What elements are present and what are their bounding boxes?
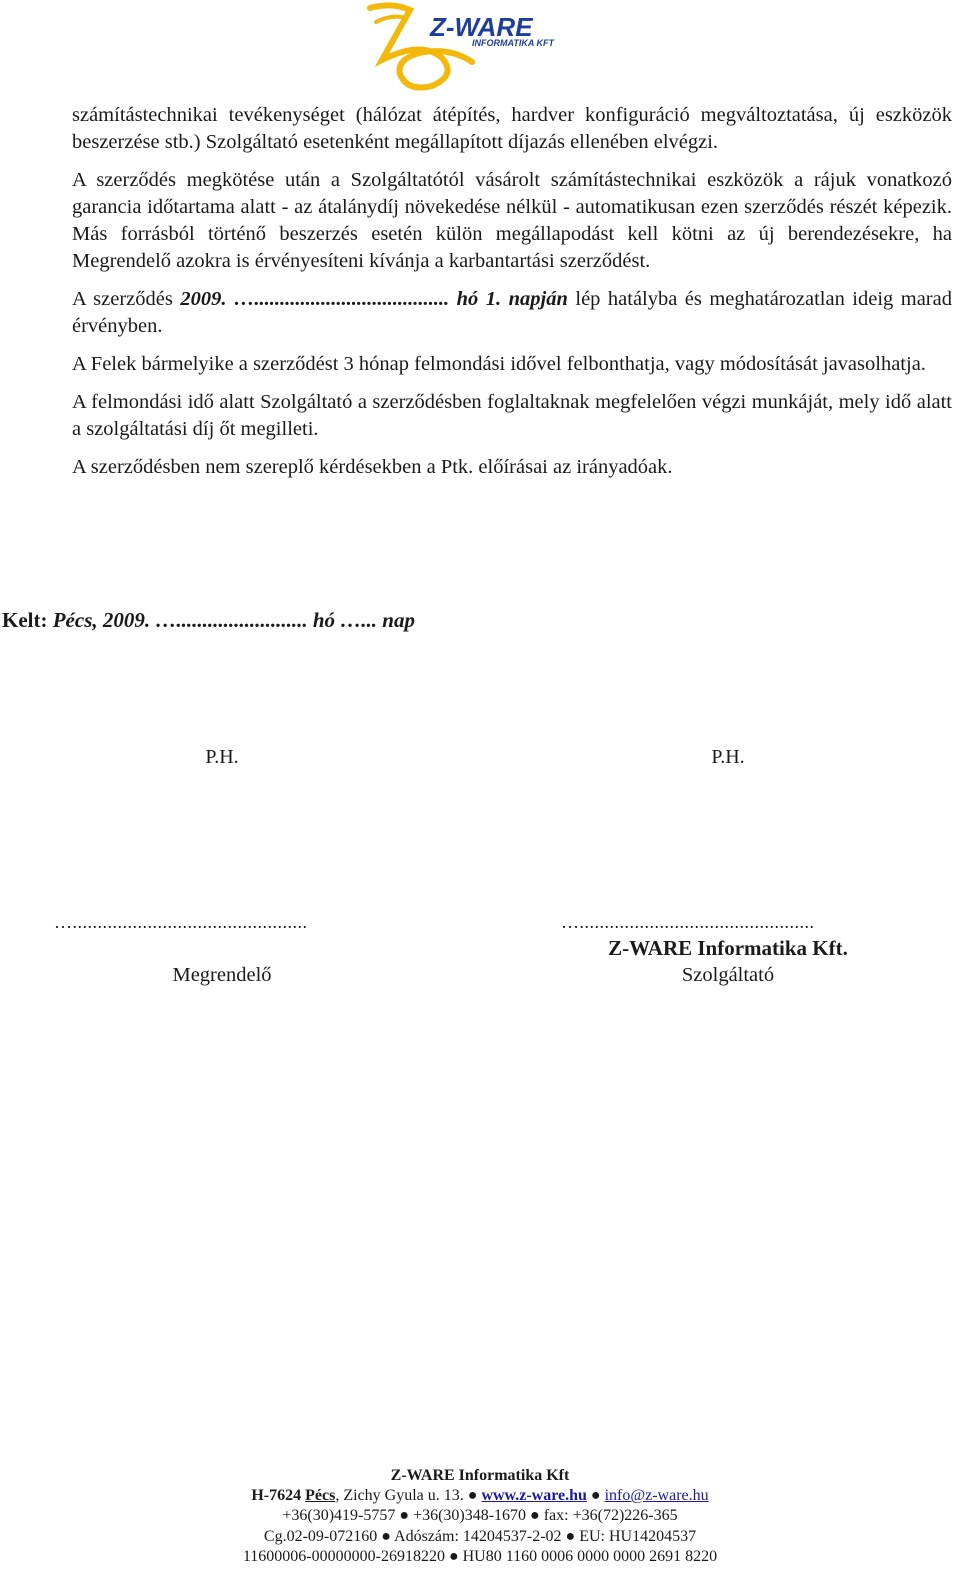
paragraph-termination: A Felek bármelyike a szerződést 3 hónap felmondási idővel felbonthatja, vagy módosítását javasolhatja. (72, 353, 926, 375)
footer-website-link[interactable]: www.z-ware.hu (481, 1487, 587, 1505)
footer-phones: +36(30)419-5757 ● +36(30)348-1670 ● fax: +36(72)226-365 (282, 1507, 678, 1525)
paragraph-notice-period: A felmondási idő alatt Szolgáltató a szerződésben foglaltaknak megfelelően végzi munkáját, mely idő alatt a szolgáltatási díj őt megilleti. (72, 391, 952, 440)
paragraph-governing-law: A szerződésben nem szereplő kérdésekben a Ptk. előírásai az irányadóak. (72, 456, 673, 478)
footer-address-line (0, 1486, 960, 1506)
page-footer (0, 1466, 960, 1567)
footer-email-link[interactable]: info@z-ware.hu (604, 1487, 709, 1505)
paragraph-effective-date (72, 286, 952, 340)
paragraph-2: A szerződés megkötése után a Szolgáltatótól vásárolt számítástechnikai eszközök a rájuk vonatkozó garancia időtartama alatt - az átalánydíj növekedése nélkül - automatikusan ezen szerződés részét képezik. Más forrásból történő beszerzés esetén külön megállapodást kell kötni az új berendezésekre, ha Megrendelő azokra is érvényesíteni kívánja a karbantartási szerződést. (72, 169, 952, 272)
z-ware-logo-graphic (362, 0, 582, 92)
effective-date-suffix: lép hatályba és meghatározatlan ideig marad érvényben. (72, 288, 952, 337)
paragraph-1: számítástechnikai tevékenységet (hálózat átépítés, hardver konfiguráció megváltoztatása, új eszközök beszerzése stb.) Szolgáltató esetenként megállapított díjazás ellenében elvégzi. (72, 104, 952, 153)
footer-bank: 11600006-00000000-26918220 ● HU80 1160 0006 0000 0000 2691 8220 (242, 1547, 718, 1565)
date-value: Pécs, 2009. …......................... hó …... nap (52, 608, 415, 632)
stamp-left: P.H. (205, 746, 239, 768)
customer-role-label: Megrendelő (172, 964, 272, 986)
date-place-line (2, 608, 415, 633)
effective-date-value: 2009. …...................................... hó 1. napján (180, 288, 568, 310)
date-label: Kelt: (2, 608, 53, 632)
logo-brand-text: Z-WARE (430, 12, 533, 42)
stamp-right: P.H. (711, 746, 745, 768)
company-logo (362, 0, 582, 92)
logo-sub-text: INFORMATIKA KFT (472, 38, 554, 48)
provider-role-label: Szolgáltató (681, 964, 775, 986)
signature-line-left: …............................................... (54, 912, 308, 932)
footer-registration: Cg.02-09-072160 ● Adószám: 14204537-2-02 ● EU: HU14204537 (263, 1527, 697, 1545)
contract-body (72, 102, 952, 492)
footer-zip: H-7624 (251, 1487, 306, 1505)
footer-street: , Zichy Gyula u. 13. ● (335, 1487, 482, 1505)
effective-date-prefix: A szerződés (72, 288, 181, 310)
footer-company: Z-WARE Informatika Kft (390, 1467, 570, 1484)
footer-city: Pécs (305, 1487, 336, 1505)
signature-line-right: …............................................... (561, 912, 815, 932)
footer-separator: ● (586, 1487, 605, 1505)
provider-company-name: Z-WARE Informatika Kft. (608, 936, 848, 960)
